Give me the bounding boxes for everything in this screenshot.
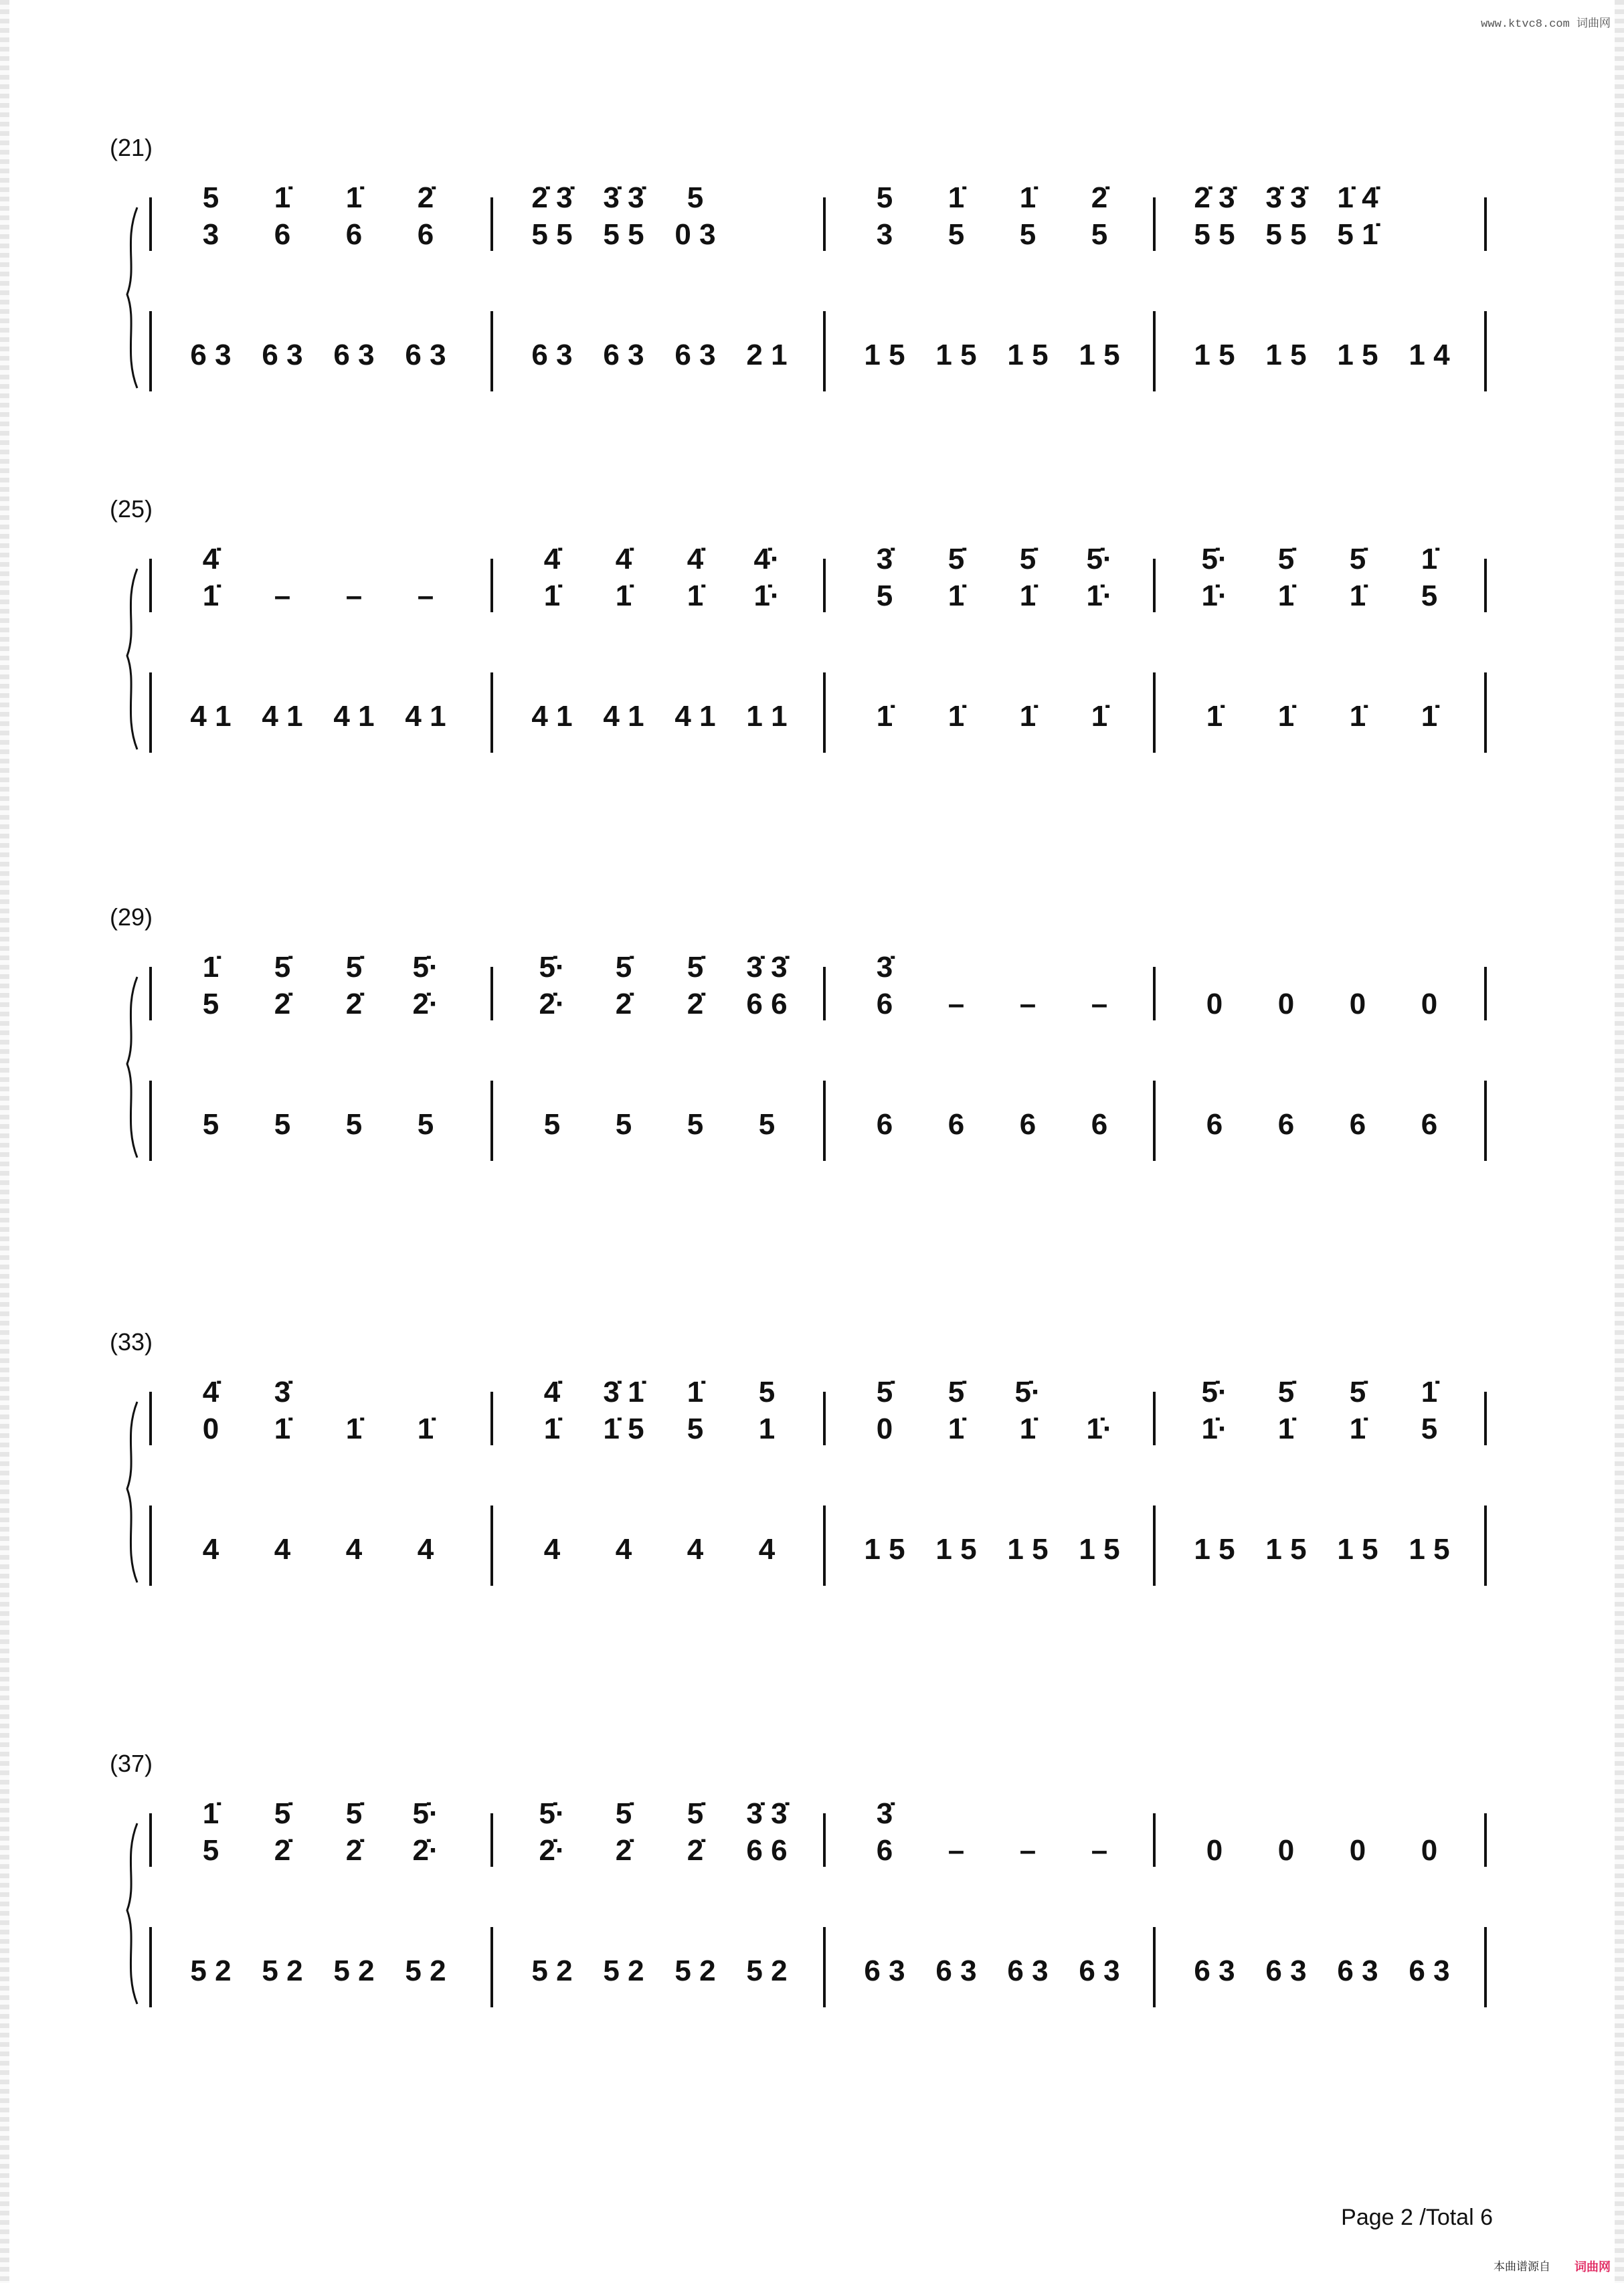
score-system [0, 1750, 1624, 2124]
footer-logo: 词曲网 [1574, 2260, 1611, 2274]
left-hand-note: 2 1 [746, 339, 788, 371]
right-hand-note: 5̇ [687, 1797, 704, 1830]
left-hand-note: 5 2 [190, 1954, 232, 1987]
left-hand-note: 4 [345, 1533, 363, 1566]
left-hand-note: 6 [948, 1108, 965, 1141]
right-hand-note: 0 [202, 1412, 219, 1445]
right-hand-note: 5̇ [1277, 1376, 1295, 1408]
right-hand-note: 5 [202, 1834, 219, 1867]
right-hand-note: 5̇· [412, 1797, 439, 1830]
right-hand-note: 5̇· [1201, 543, 1228, 575]
right-hand-note: 6 [274, 218, 291, 251]
right-hand-note: 1̇ [1019, 1412, 1036, 1445]
measure-number-label: (33) [110, 1328, 153, 1356]
right-hand-note: 4̇ [202, 543, 219, 575]
left-hand-note: 1 5 [935, 339, 977, 371]
left-hand-note: 1̇ [1091, 700, 1108, 733]
right-hand-note: 5̇ [1349, 1376, 1366, 1408]
right-hand-note: 1̇ [948, 181, 965, 214]
left-hand-note: 5 2 [531, 1954, 573, 1987]
left-hand-note: 4 1 [405, 700, 446, 733]
right-hand-note: 5 [687, 181, 704, 214]
right-hand-note: 5 1̇ [1337, 218, 1378, 251]
right-hand-note: 5 5 [531, 218, 573, 251]
right-hand-note: 5 [687, 1412, 704, 1445]
right-hand-note: 5̇ [615, 951, 632, 984]
right-hand-note: 2̇ [687, 988, 704, 1020]
left-hand-note: 1 5 [935, 1533, 977, 1566]
right-hand-note: 6 [876, 988, 893, 1020]
measure-number-label: (37) [110, 1750, 153, 1777]
left-hand-note: 1 5 [1079, 339, 1120, 371]
right-hand-note: 1̇ [1277, 1412, 1295, 1445]
left-hand-note: 4 [543, 1533, 561, 1566]
right-hand-note: 1̇ [345, 1412, 363, 1445]
left-hand-note: 5 [274, 1108, 291, 1141]
left-hand-note: 1 5 [1194, 1533, 1235, 1566]
left-hand-note: 1̇ [948, 700, 965, 733]
right-hand-note: 5̇ [274, 951, 291, 984]
right-hand-note: 3̇ [876, 543, 893, 575]
right-hand-note: 3̇ 3̇ [603, 181, 644, 214]
left-hand-note: 5 [345, 1108, 363, 1141]
left-hand-note: 4 [758, 1533, 776, 1566]
score-system [0, 495, 1624, 870]
right-hand-note: 6 6 [746, 988, 788, 1020]
left-hand-note: 1 5 [1194, 339, 1235, 371]
right-hand-note: 2̇ [615, 988, 632, 1020]
right-hand-note: 3 [202, 218, 219, 251]
right-hand-note: – [1019, 1834, 1036, 1867]
right-hand-note: 2̇· [412, 1834, 439, 1867]
right-hand-note: 1̇ [1277, 579, 1295, 612]
right-hand-note: 5 [876, 181, 893, 214]
right-hand-note: 2̇ 3̇ [1194, 181, 1235, 214]
right-hand-note: 3̇ 3̇ [1265, 181, 1307, 214]
right-hand-note: 1̇ 5 [603, 1412, 644, 1445]
right-hand-note: 6 [876, 1834, 893, 1867]
left-hand-note: 1̇ [1206, 700, 1223, 733]
right-hand-note: 1̇ [1421, 1376, 1438, 1408]
right-hand-note: 3̇ [274, 1376, 291, 1408]
left-hand-note: 6 3 [531, 339, 573, 371]
right-hand-note: 2̇ [345, 1834, 363, 1867]
left-hand-note: 1 5 [864, 339, 905, 371]
right-hand-note: 0 [1206, 1834, 1223, 1867]
left-hand-note: 6 3 [864, 1954, 905, 1987]
system-notation [0, 1750, 1624, 2124]
left-hand-note: 6 [1349, 1108, 1366, 1141]
right-hand-note: 5̇ [1349, 543, 1366, 575]
right-hand-note: 5̇ [1277, 543, 1295, 575]
left-hand-note: 4 1 [333, 700, 375, 733]
left-hand-note: 6 3 [603, 339, 644, 371]
left-hand-note: 5 2 [603, 1954, 644, 1987]
right-hand-note: 1̇ [687, 579, 704, 612]
left-hand-note: 1 5 [1007, 1533, 1049, 1566]
right-hand-note: 5 5 [1194, 218, 1235, 251]
left-hand-note: 4 1 [674, 700, 716, 733]
right-hand-note: – [417, 579, 434, 612]
system-notation [0, 1328, 1624, 1703]
right-hand-note: 0 [1277, 988, 1295, 1020]
right-hand-note: 5̇· [1201, 1376, 1228, 1408]
left-hand-note: 1̇ [876, 700, 893, 733]
right-hand-note: 3̇ [876, 951, 893, 984]
left-hand-note: 6 [1091, 1108, 1108, 1141]
left-hand-note: 5 2 [405, 1954, 446, 1987]
right-hand-note: 0 [1349, 988, 1366, 1020]
right-hand-note: 1̇· [753, 579, 780, 612]
right-hand-note: – [1019, 988, 1036, 1020]
right-hand-note: 5̇· [539, 951, 565, 984]
measure-number-label: (29) [110, 903, 153, 931]
left-hand-note: 1 4 [1409, 339, 1450, 371]
page-indicator: Page 2 /Total 6 [1341, 2205, 1493, 2230]
right-hand-note: 0 [1421, 1834, 1438, 1867]
left-hand-note: 1 5 [1265, 339, 1307, 371]
right-hand-note: 1̇ [1349, 1412, 1366, 1445]
right-hand-note: 5̇· [412, 951, 439, 984]
left-hand-note: 4 1 [531, 700, 573, 733]
right-hand-note: 1̇ [274, 1412, 291, 1445]
left-hand-note: 4 1 [262, 700, 303, 733]
right-hand-note: 5 [1091, 218, 1108, 251]
right-hand-note: 1̇ [543, 579, 561, 612]
left-hand-note: 5 [417, 1108, 434, 1141]
right-hand-note: 2̇· [412, 988, 439, 1020]
right-hand-note: – [1091, 988, 1108, 1020]
left-hand-note: 1 5 [1007, 339, 1049, 371]
system-notation [0, 134, 1624, 509]
left-hand-note: 1̇ [1349, 700, 1366, 733]
left-hand-note: 5 [687, 1108, 704, 1141]
right-hand-note: 5 [202, 988, 219, 1020]
right-hand-note: 5 [1421, 1412, 1438, 1445]
left-hand-note: 6 3 [674, 339, 716, 371]
right-hand-note: 1̇· [1201, 1412, 1228, 1445]
left-hand-note: 5 [202, 1108, 219, 1141]
left-hand-note: 6 3 [1265, 1954, 1307, 1987]
right-hand-note: 0 [876, 1412, 893, 1445]
right-hand-note: 5̇· [1086, 543, 1113, 575]
left-hand-note: 1 5 [1337, 1533, 1378, 1566]
right-hand-note: 1̇· [1086, 1412, 1113, 1445]
system-notation [0, 903, 1624, 1278]
right-hand-note: 3̇ [876, 1797, 893, 1830]
right-hand-note: 3̇ 1̇ [603, 1376, 644, 1408]
right-hand-note: 5 [758, 1376, 776, 1408]
right-hand-note: – [345, 579, 363, 612]
right-hand-note: 1̇ 4̇ [1337, 181, 1378, 214]
left-hand-note: 5 [615, 1108, 632, 1141]
score-system [0, 134, 1624, 509]
right-hand-note: 1 [758, 1412, 776, 1445]
right-hand-note: 0 [1206, 988, 1223, 1020]
score-system [0, 903, 1624, 1278]
left-hand-note: 6 3 [1409, 1954, 1450, 1987]
left-hand-note: 4 [274, 1533, 291, 1566]
left-hand-note: 5 2 [674, 1954, 716, 1987]
right-hand-note: 2̇ 3̇ [531, 181, 573, 214]
score-system [0, 1328, 1624, 1703]
left-hand-note: 6 3 [1079, 1954, 1120, 1987]
right-hand-note: 1̇ [202, 951, 219, 984]
left-hand-note: 1 5 [864, 1533, 905, 1566]
left-hand-note: 4 [417, 1533, 434, 1566]
system-notation [0, 495, 1624, 870]
left-hand-note: 5 2 [333, 1954, 375, 1987]
grand-staff-brace [127, 977, 137, 1158]
grand-staff-brace [127, 569, 137, 749]
source-watermark: www.ktvc8.com 词曲网 [1481, 18, 1611, 31]
right-hand-note: 4̇· [753, 543, 780, 575]
measure-number-label: (21) [110, 134, 153, 161]
right-hand-note: 1̇ [345, 181, 363, 214]
left-hand-note: 6 3 [1337, 1954, 1378, 1987]
right-hand-note: 2̇ [345, 988, 363, 1020]
right-hand-note: 5 [876, 579, 893, 612]
right-hand-note: 5 [1019, 218, 1036, 251]
left-hand-note: 1 5 [1337, 339, 1378, 371]
right-hand-note: 0 3 [674, 218, 716, 251]
right-hand-note: 1̇· [1086, 579, 1113, 612]
right-hand-note: 0 [1421, 988, 1438, 1020]
right-hand-note: 1̇ [948, 579, 965, 612]
right-hand-note: 2̇ [687, 1834, 704, 1867]
right-hand-note: 1̇ [202, 579, 219, 612]
right-hand-note: 1̇ [1019, 181, 1036, 214]
right-hand-note: 3̇ 3̇ [746, 1797, 788, 1830]
right-hand-note: 4̇ [543, 543, 561, 575]
left-hand-note: 6 [1277, 1108, 1295, 1141]
right-hand-note: 2̇ [615, 1834, 632, 1867]
left-hand-note: 5 2 [746, 1954, 788, 1987]
right-hand-note: 2̇ [274, 988, 291, 1020]
footer-note: 本曲谱源自 [1494, 2260, 1550, 2273]
right-hand-note: 6 [417, 218, 434, 251]
right-hand-note: 4̇ [687, 543, 704, 575]
left-hand-note: 1̇ [1019, 700, 1036, 733]
right-hand-note: 1̇ [1421, 543, 1438, 575]
left-hand-note: 1 5 [1265, 1533, 1307, 1566]
left-hand-note: 6 [1421, 1108, 1438, 1141]
right-hand-note: 1̇ [1349, 579, 1366, 612]
right-hand-note: 4̇ [202, 1376, 219, 1408]
right-hand-note: 5 [948, 218, 965, 251]
right-hand-note: – [1091, 1834, 1108, 1867]
right-hand-note: 5̇ [1019, 543, 1036, 575]
left-hand-note: 1 5 [1079, 1533, 1120, 1566]
right-hand-note: 5 5 [1265, 218, 1307, 251]
right-hand-note: 5 [202, 181, 219, 214]
right-hand-note: – [948, 988, 965, 1020]
right-hand-note: 5̇ [876, 1376, 893, 1408]
right-hand-note: 2̇ [1091, 181, 1108, 214]
right-hand-note: 5̇ [687, 951, 704, 984]
right-hand-note: 1̇ [274, 181, 291, 214]
left-hand-note: 1̇ [1277, 700, 1295, 733]
left-hand-note: 4 1 [603, 700, 644, 733]
right-hand-note: 5̇ [274, 1797, 291, 1830]
right-hand-note: 1̇ [417, 1412, 434, 1445]
right-hand-note: 1̇ [202, 1797, 219, 1830]
left-hand-note: 6 3 [333, 339, 375, 371]
left-hand-note: 6 3 [262, 339, 303, 371]
right-hand-note: 5 [1421, 579, 1438, 612]
right-hand-note: 1̇ [543, 1412, 561, 1445]
left-hand-note: 4 [615, 1533, 632, 1566]
right-hand-note: 6 [345, 218, 363, 251]
right-hand-note: 5̇· [1014, 1376, 1041, 1408]
right-hand-note: – [274, 579, 291, 612]
left-hand-note: 6 3 [405, 339, 446, 371]
left-hand-note: 6 3 [935, 1954, 977, 1987]
left-hand-note: 1 5 [1409, 1533, 1450, 1566]
left-hand-note: 4 [687, 1533, 704, 1566]
left-hand-note: 6 [1019, 1108, 1036, 1141]
left-hand-note: 6 [876, 1108, 893, 1141]
left-hand-note: 4 1 [190, 700, 232, 733]
right-hand-note: 2̇ [274, 1834, 291, 1867]
left-hand-note: 1 1 [746, 700, 788, 733]
right-hand-note: 5 5 [603, 218, 644, 251]
right-hand-note: 5̇ [948, 543, 965, 575]
right-hand-note: 0 [1349, 1834, 1366, 1867]
grand-staff-brace [127, 207, 137, 388]
grand-staff-brace [127, 1823, 137, 2004]
right-hand-note: 5̇ [948, 1376, 965, 1408]
left-hand-note: 1̇ [1421, 700, 1438, 733]
right-hand-note: 1̇· [1201, 579, 1228, 612]
right-hand-note: 4̇ [543, 1376, 561, 1408]
right-hand-note: – [948, 1834, 965, 1867]
left-hand-note: 4 [202, 1533, 219, 1566]
left-hand-note: 5 [758, 1108, 776, 1141]
left-hand-note: 5 2 [262, 1954, 303, 1987]
right-hand-note: 2̇· [539, 988, 565, 1020]
right-hand-note: 5̇ [615, 1797, 632, 1830]
right-hand-note: 4̇ [615, 543, 632, 575]
right-hand-note: 3 [876, 218, 893, 251]
right-hand-note: 2̇ [417, 181, 434, 214]
right-hand-note: 2̇· [539, 1834, 565, 1867]
right-hand-note: 1̇ [1019, 579, 1036, 612]
right-hand-note: 1̇ [615, 579, 632, 612]
right-hand-note: 0 [1277, 1834, 1295, 1867]
left-hand-note: 6 [1206, 1108, 1223, 1141]
right-hand-note: 3̇ 3̇ [746, 951, 788, 984]
left-hand-note: 6 3 [1007, 1954, 1049, 1987]
right-hand-note: 5̇ [345, 1797, 363, 1830]
left-hand-note: 5 [543, 1108, 561, 1141]
right-hand-note: 5̇· [539, 1797, 565, 1830]
right-hand-note: 1̇ [948, 1412, 965, 1445]
right-hand-note: 6 6 [746, 1834, 788, 1867]
measure-number-label: (25) [110, 495, 153, 523]
left-hand-note: 6 3 [1194, 1954, 1235, 1987]
right-hand-note: 5̇ [345, 951, 363, 984]
left-hand-note: 6 3 [190, 339, 232, 371]
grand-staff-brace [127, 1402, 137, 1582]
right-hand-note: 1̇ [687, 1376, 704, 1408]
